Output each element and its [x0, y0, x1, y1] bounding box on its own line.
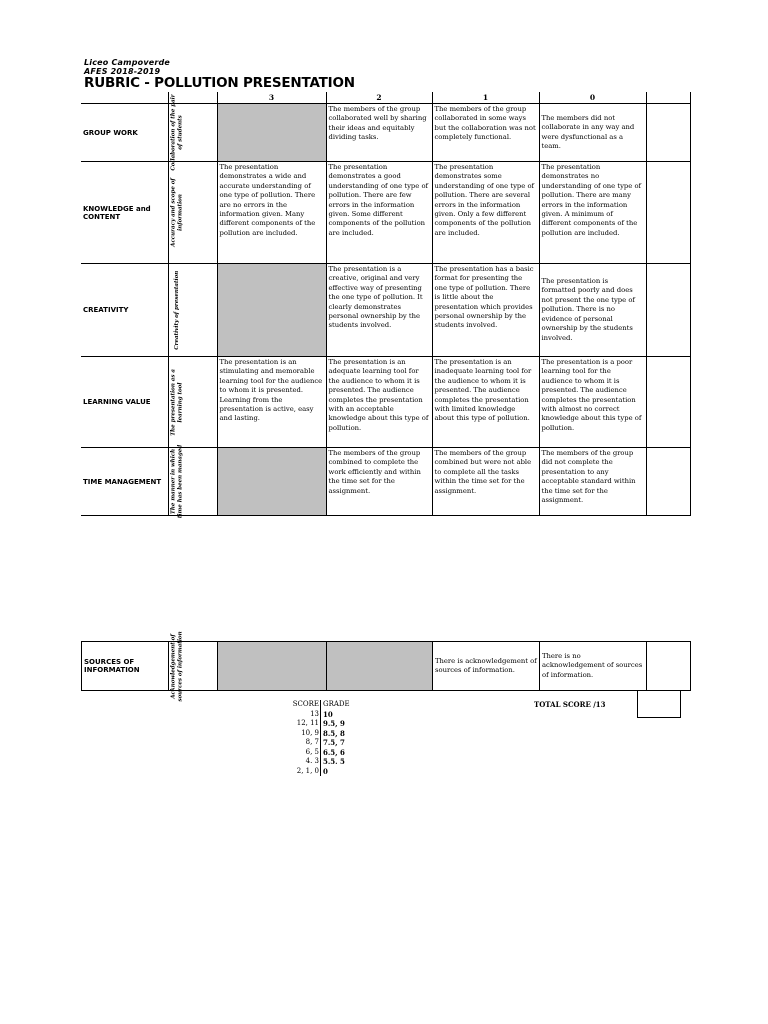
- rubric-row-knowledge: [81, 162, 690, 264]
- descriptor-cell: The presentation is an inadequate learning tool for the audience to whom it is presented. The audience completes the presentation with limited knowledge about this type of pollution.: [432, 357, 539, 448]
- descriptor-cell: The members of the group collaborated in some ways but the collaboration was not completely functional.: [432, 104, 539, 162]
- descriptor-cell: The presentation demonstrates no understanding of one type of pollution. There are many errors in the information given. A minimum of different components of the pollution are included.: [539, 162, 646, 264]
- descriptor-cell: The presentation demonstrates a good understanding of one type of pollution. There are few errors in the information given. Some different components of the pollution are included.: [326, 162, 432, 264]
- criterion-subtitle: Acknowledgement of sources of information: [170, 630, 183, 702]
- rubric-table: [81, 92, 691, 519]
- grade-conversion-table: [280, 700, 350, 776]
- criterion-subtitle: The manner in which time has been managed: [170, 444, 183, 519]
- total-score-label: TOTAL SCORE /13: [534, 700, 606, 709]
- descriptor-cell: The members of the group combined but were not able to complete all the tasks within the time set for the assignment.: [432, 448, 539, 516]
- criterion-subtitle: Accuracy and scope of information: [170, 178, 183, 247]
- criterion-label: CREATIVITY: [81, 264, 168, 357]
- shaded-cell: [217, 448, 326, 516]
- shaded-cell: [217, 104, 326, 162]
- grade-value: 8.5, 8: [323, 728, 345, 738]
- col-header-1: 1: [432, 92, 539, 104]
- descriptor-cell: The presentation demonstrates a wide and accurate understanding of one type of pollution. There are no errors in the information given. Many different components of the pollution are included.: [217, 162, 326, 264]
- score-value: 6, 5: [280, 748, 321, 758]
- score-value: 10, 9: [280, 729, 321, 739]
- score-box[interactable]: [646, 162, 690, 264]
- descriptor-cell: The presentation is an adequate learning tool for the audience to whom it is presented. The audience completes the presentation with an acceptable knowledge about this type of pollution.: [326, 357, 432, 448]
- shaded-cell: [327, 642, 433, 691]
- descriptor-cell: The presentation has a basic format for presenting the one type of pollution. There is little about the presentation which provides personal ownership by the students involved.: [432, 264, 539, 357]
- score-value: 8, 7: [280, 738, 321, 748]
- score-box[interactable]: [647, 642, 691, 691]
- descriptor-cell: The members of the group did not complete the presentation to any acceptable standard within the time set for the assignment.: [539, 448, 646, 516]
- shaded-cell: [218, 642, 327, 691]
- criterion-label: SOURCES OF INFORMATION: [82, 642, 169, 691]
- sources-table: [81, 630, 691, 702]
- score-box[interactable]: [646, 357, 690, 448]
- descriptor-cell: The presentation is a poor learning tool for the audience to whom it is presented. The audience completes the presentation with almost no correct knowledge about this type of pollution.: [539, 357, 646, 448]
- descriptor-cell: The presentation is a creative, original and very effective way of presenting the one type of pollution. It clearly demonstrates personal ownership by the students involved.: [326, 264, 432, 357]
- descriptor-cell: The presentation demonstrates some understanding of one type of pollution. There are several errors in the information given. Only a few different components of the pollution are included.: [432, 162, 539, 264]
- score-value: 4. 3: [280, 757, 321, 767]
- criterion-label: LEARNING VALUE: [81, 357, 168, 448]
- col-header-2: 2: [326, 92, 432, 104]
- criterion-subtitle: Creativity of presentation: [173, 270, 180, 350]
- rubric-row-learning-value: [81, 357, 690, 448]
- score-value: 2, 1, 0: [280, 767, 321, 777]
- col-header-3: 3: [217, 92, 326, 104]
- grade-header: GRADE: [323, 700, 350, 708]
- school-year: AFES 2018-2019: [84, 67, 161, 76]
- descriptor-cell: The members of the group collaborated well by sharing their ideas and equitably dividing tasks.: [326, 104, 432, 162]
- score-header: SCORE: [280, 700, 321, 710]
- descriptor-cell: The members of the group combined to complete the work efficiently and within the time set for the assignment.: [326, 448, 432, 516]
- grade-value: 9.5, 9: [323, 719, 345, 728]
- grade-value: 10: [323, 709, 333, 719]
- rubric-row-time-management: [81, 448, 690, 516]
- descriptor-cell: The members did not collaborate in any way and were dysfunctional as a team.: [539, 104, 646, 162]
- descriptor-cell: There is acknowledgement of sources of information.: [433, 642, 540, 691]
- score-value: 12, 11: [280, 719, 321, 729]
- criterion-label: TIME MANAGEMENT: [81, 448, 168, 516]
- criterion-label: KNOWLEDGE and CONTENT: [81, 162, 168, 264]
- descriptor-cell: There is no acknowledgement of sources of information.: [540, 642, 647, 691]
- criterion-subtitle: The presentation as a learning tool: [170, 368, 183, 436]
- score-box[interactable]: [646, 264, 690, 357]
- shaded-cell: [217, 264, 326, 357]
- grade-value: 0: [323, 766, 328, 776]
- rubric-row-sources: [82, 642, 691, 691]
- criterion-subtitle: Collaboration of the pair of students: [170, 94, 183, 171]
- rubric-row-creativity: [81, 264, 690, 357]
- grade-value: 6.5, 6: [323, 747, 345, 757]
- grade-value: 5.5. 5: [323, 757, 345, 766]
- grade-value: 7.5, 7: [323, 738, 345, 747]
- criterion-label: GROUP WORK: [81, 104, 168, 162]
- school-name: Liceo Campoverde: [84, 58, 171, 67]
- score-box[interactable]: [646, 448, 690, 516]
- total-score-box[interactable]: [637, 690, 681, 718]
- page-title: RUBRIC - POLLUTION PRESENTATION: [84, 75, 355, 91]
- col-header-0: 0: [539, 92, 646, 104]
- descriptor-cell: The presentation is an stimulating and memorable learning tool for the audience to whom it is presented. Learning from the presentation is active, easy and lasting.: [217, 357, 326, 448]
- descriptor-cell: The presentation is formatted poorly and does not present the one type of pollution. There is no evidence of personal ownership by the students involved.: [539, 264, 646, 357]
- score-box[interactable]: [646, 104, 690, 162]
- rubric-row-group-work: [81, 104, 690, 162]
- score-value: 13: [280, 710, 321, 720]
